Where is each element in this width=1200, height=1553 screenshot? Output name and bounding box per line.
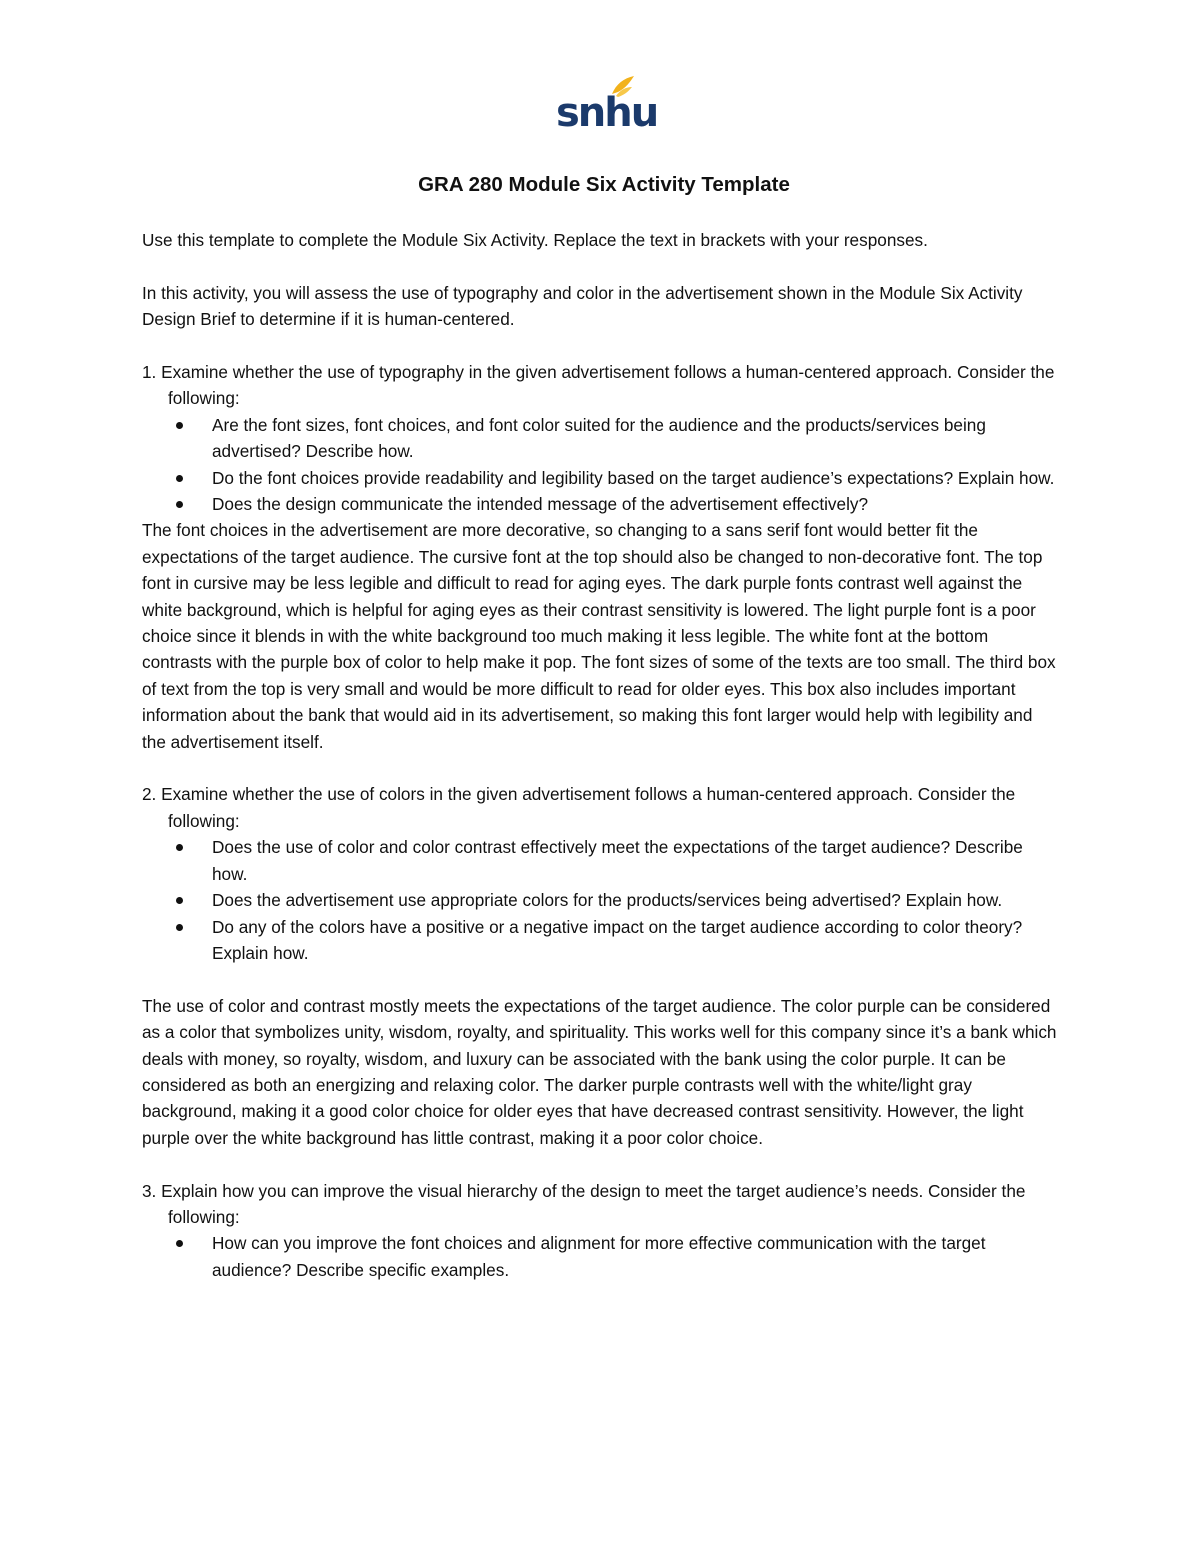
snhu-logo	[556, 74, 658, 136]
bullet-text: Are the font sizes, font choices, and font color suited for the audience and the products/services being advertised? Describe how.	[212, 414, 986, 462]
question-1-bullets	[142, 412, 1058, 518]
question-2-bullets	[142, 834, 1058, 966]
document-body	[142, 170, 1058, 1283]
bullet-text: Does the use of color and color contrast effectively meet the expectations of the target audience? Describe how.	[212, 837, 1023, 884]
bullet-item	[142, 887, 1058, 913]
bullet-text: How can you improve the font choices and alignment for more effective communication with the target audience? Describe specific examples.	[212, 1233, 986, 1280]
bullet-icon	[176, 844, 183, 851]
bullet-icon	[176, 897, 183, 904]
intro-description: In this activity, you will assess the use of typography and color in the advertisement shown in the Module Six Activity Design Brief to determine if it is human-centered.	[142, 282, 1023, 330]
bullet-icon	[176, 422, 183, 429]
bullet-icon	[176, 475, 183, 482]
bullet-text: Do any of the colors have a positive or a negative impact on the target audience according to color theory? Explain how.	[212, 916, 1023, 963]
bullet-item	[142, 491, 1058, 517]
bullet-item	[142, 914, 1058, 967]
snhu-logo-mark	[556, 74, 658, 136]
question-3-bullets	[142, 1230, 1058, 1283]
page-title: GRA 280 Module Six Activity Template	[418, 173, 790, 196]
bullet-icon	[176, 924, 183, 931]
bullet-text: Do the font choices provide readability and legibility based on the target audience’s expectations? Explain how.	[212, 467, 1055, 488]
bullet-item	[142, 834, 1058, 887]
snhu-logo-text: snhu	[556, 90, 658, 136]
bullet-text: Does the advertisement use appropriate colors for the products/services being advertised? Explain how.	[212, 890, 1003, 911]
question-1-answer: The font choices in the advertisement are more decorative, so changing to a sans serif font would better fit the expectations of the target audience. The cursive font at the top should also be changed to non-decorative font. The top font in cursive may be less legible and difficult to read for aging eyes. The dark purple fonts contrast well against the white background, which is helpful for aging eyes as their contrast sensitivity is lowered. The light purple font is a poor choice since it blends in with the white background too much making it less legible. The white font at the bottom contrasts with the purple box of color to help make it pop. The font sizes of some of the texts are too small. The third box of text from the top is very small and would be more difficult to read for older eyes. This box also includes important information about the bank that would aid in its advertisement, so making this font larger would help with legibility and the advertisement itself.	[142, 520, 1056, 752]
bullet-item	[142, 412, 1058, 465]
bullet-text: Does the design communicate the intended message of the advertisement effectively?	[212, 494, 869, 515]
question-2-answer: The use of color and contrast mostly meets the expectations of the target audience. The color purple can be considered as a color that symbolizes unity, wisdom, royalty, and spirituality. This works well for this company since it’s a bank which deals with money, so royalty, wisdom, and luxury can be associated with the bank using the color purple. It can be considered as both an energizing and relaxing color. The darker purple contrasts well with the white/light gray background, making it a good color choice for older eyes that have decreased contrast sensitivity. However, the light purple over the white background has little contrast, making it a poor color choice.	[142, 995, 1057, 1148]
bullet-item	[142, 1230, 1058, 1283]
question-3-prompt: 3. Explain how you can improve the visual hierarchy of the design to meet the target audience’s needs. Consider the following:	[142, 1180, 1026, 1227]
question-2-prompt: 2. Examine whether the use of colors in the given advertisement follows a human-centered approach. Consider the following:	[142, 784, 1016, 831]
intro-instructions: Use this template to complete the Module Six Activity. Replace the text in brackets with your responses.	[142, 230, 928, 250]
question-1-prompt: 1. Examine whether the use of typography in the given advertisement follows a human-centered approach. Consider the following:	[142, 362, 1055, 409]
bullet-icon	[176, 1240, 183, 1247]
bullet-icon	[176, 501, 183, 508]
bullet-item	[142, 465, 1058, 491]
